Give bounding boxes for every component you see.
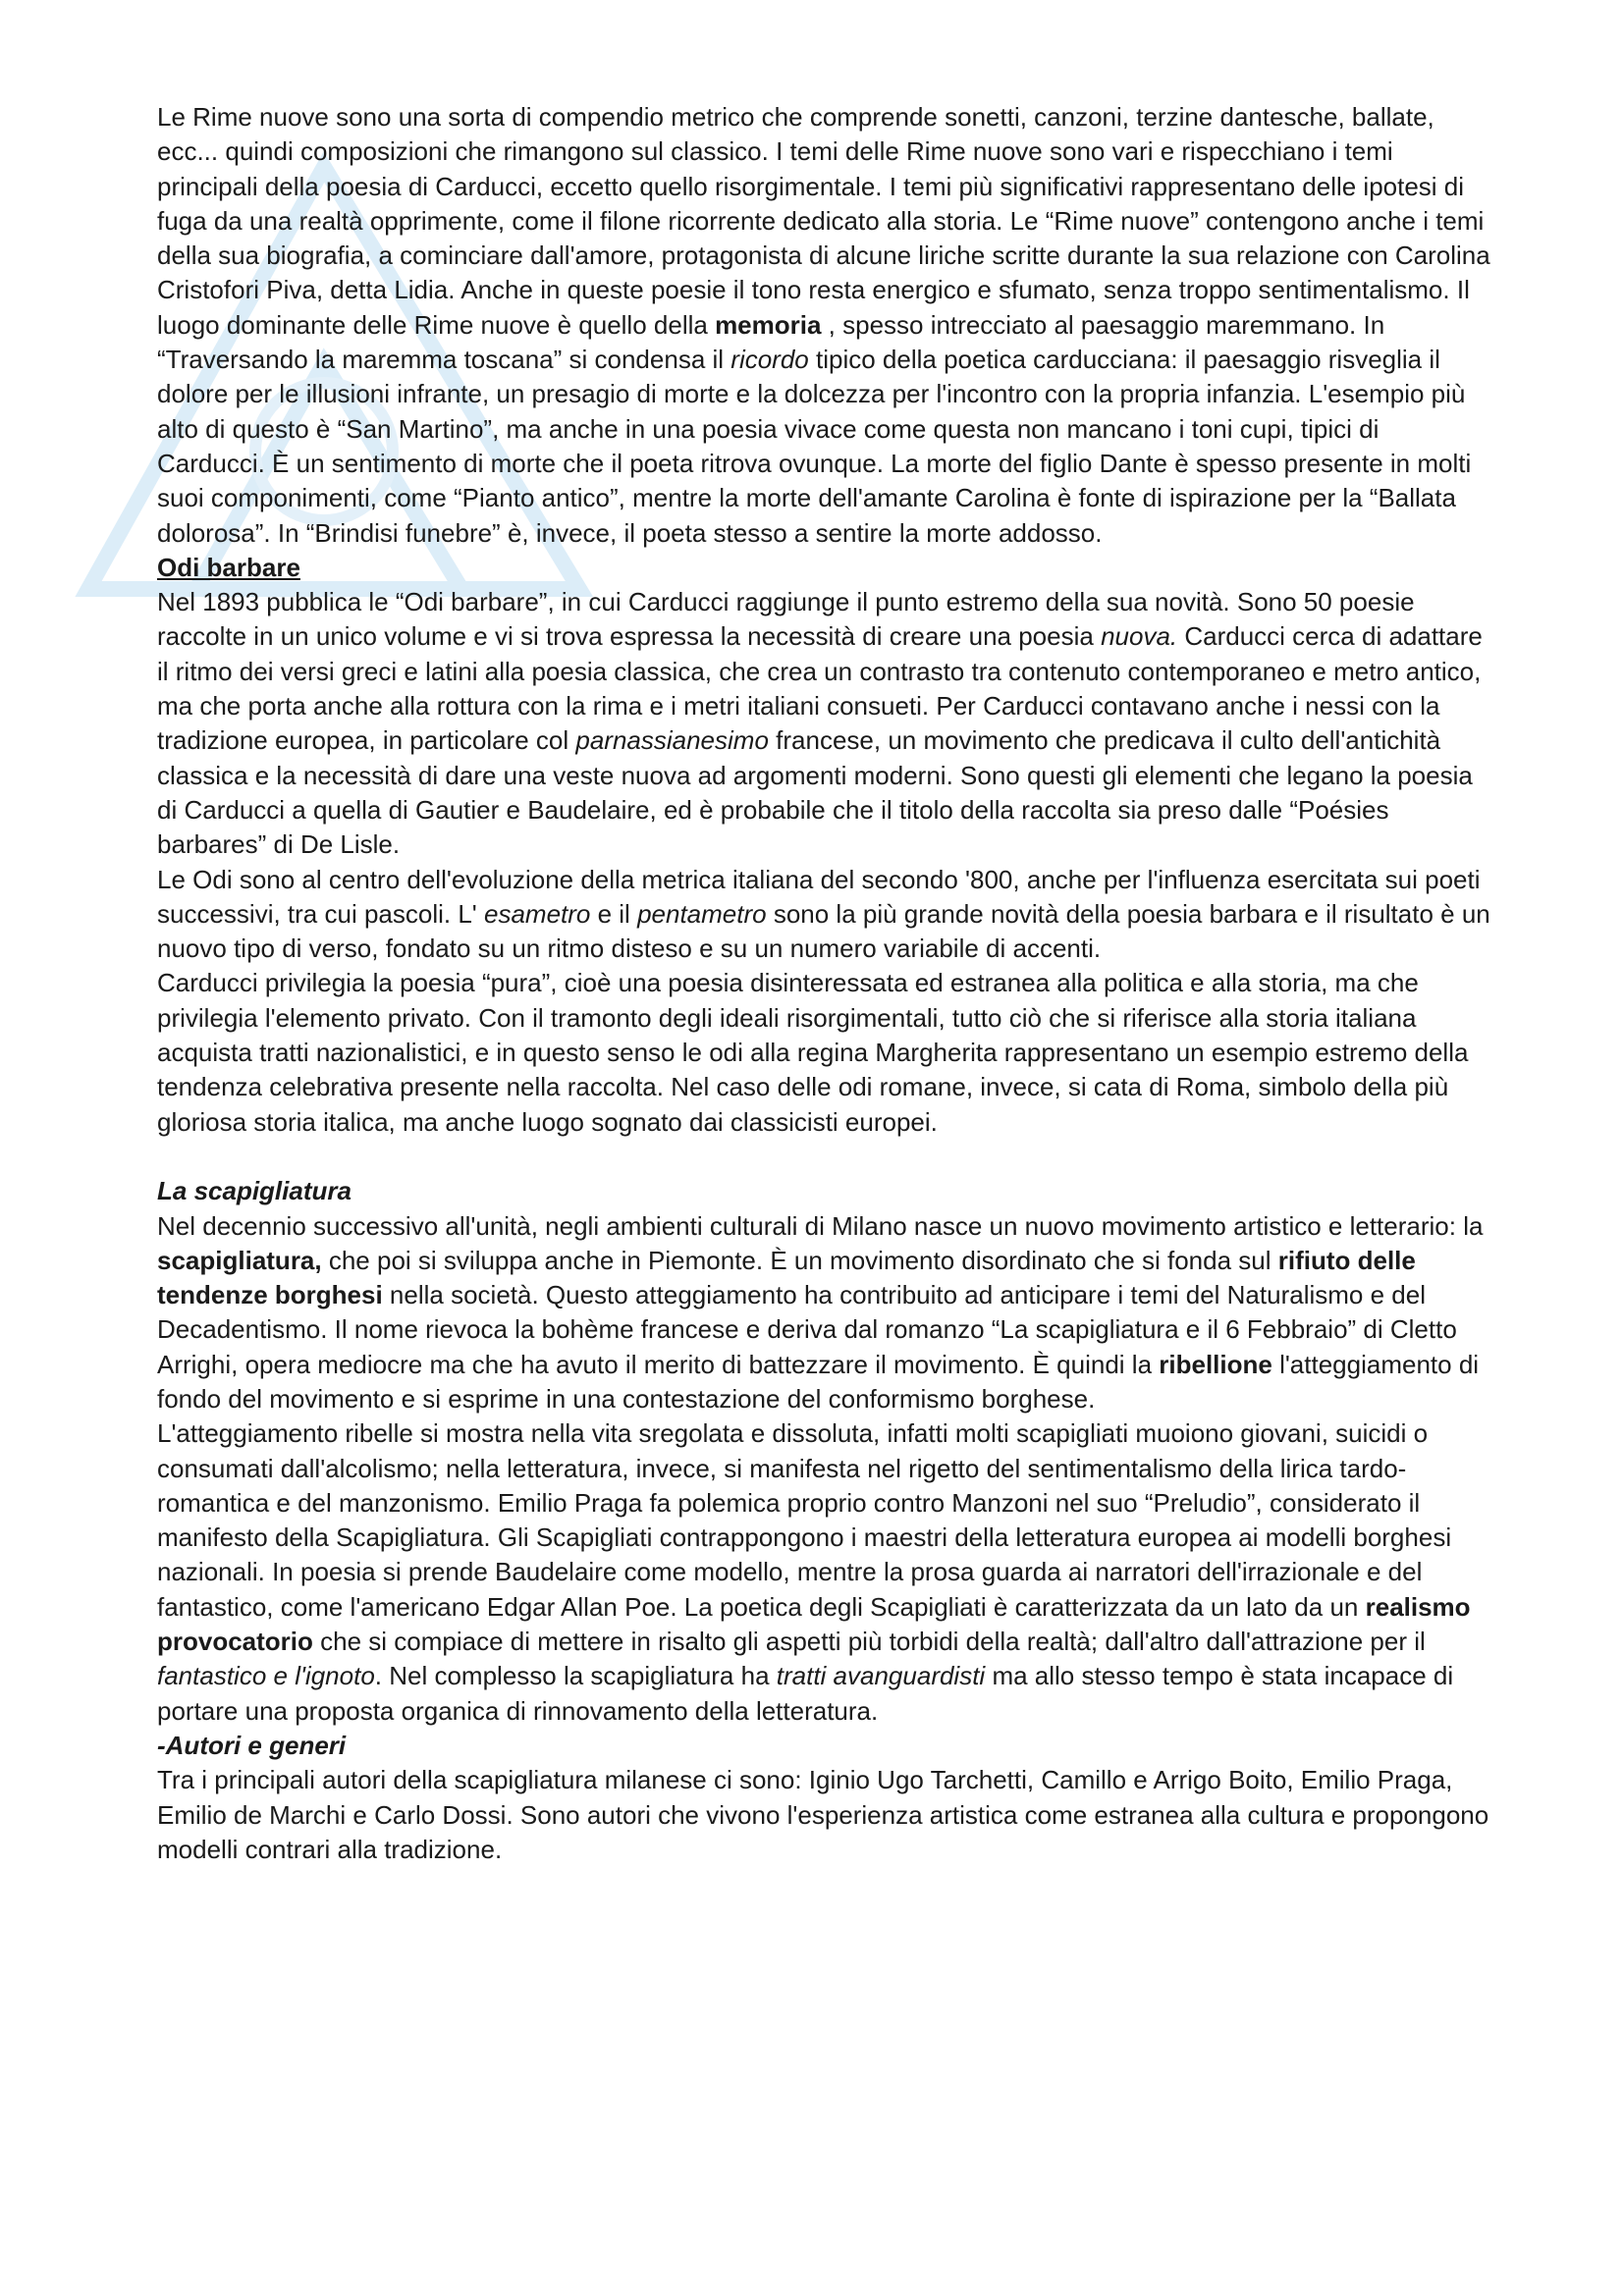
scapigliatura-paragraph-3: Tra i principali autori della scapigliatura milanese ci sono: Iginio Ugo Tarchetti, Camillo e Arrigo Boito, Emilio Praga, Emilio de Marchi e Carlo Dossi. Sono autori che vivono l'esperienza artistica come estranea alla cultura e propongono modelli contrari alla tradizione.	[157, 1765, 1489, 1864]
odi-paragraph-1: Nel 1893 pubblica le “Odi barbare”, in cui Carducci raggiunge il punto estremo della sua novità. Sono 50 poesie raccolte in un unico volume e vi si trova espressa la necessità di creare una poesia nuova. Carducci cerca di adattare il ritmo dei versi greci e latini alla poesia classica, che crea un contrasto tra contenuto contemporaneo e metro antico, ma che porta anche alla rottura con la rima e i metri italiani consueti. Per Carducci contavano anche i nessi con la tradizione europea, in particolare col parnassianesimo francese, un movimento che predicava il culto dell'antichità classica e la necessità di dare una veste nuova ad argomenti moderni. Sono questi gli elementi che legano la poesia di Carducci a quella di Gautier e Baudelaire, ed è probabile che il titolo della raccolta sia preso dalle “Poésies barbares” di De Lisle.	[157, 587, 1483, 860]
italic-text: ricordo	[730, 345, 809, 375]
italic-text: pentametro	[637, 898, 767, 929]
italic-text: tratti avanguardisti	[776, 1661, 986, 1691]
italic-text: fantastico e l'ignoto	[157, 1661, 375, 1691]
scapigliatura-paragraph-2: L'atteggiamento ribelle si mostra nella vita sregolata e dissoluta, infatti molti scapigliati muoiono giovani, suicidi o consumati dall'alcolismo; nella letteratura, invece, si manifesta nel rigetto del sentimentalismo della lirica tardo-romantica e del manzonismo. Emilio Praga fa polemica proprio contro Manzoni nel suo “Preludio”, considerato il manifesto della Scapigliatura. Gli Scapigliati contrappongono i maestri della letteratura europea ai modelli borghesi nazionali. In poesia si prende Baudelaire come modello, mentre la prosa guarda ai narratori dell'irrazionale e del fantastico, come l'americano Edgar Allan Poe. La poetica degli Scapigliati è caratterizzata da un lato da un realismo provocatorio che si compiace di mettere in risalto gli aspetti più torbidi della realtà; dall'altro dall'attrazione per il fantastico e l'ignoto. Nel complesso la scapigliatura ha tratti avanguardisti ma allo stesso tempo è stata incapace di portare una proposta organica di rinnovamento della letteratura.	[157, 1418, 1471, 1726]
odi-paragraph-2: Le Odi sono al centro dell'evoluzione della metrica italiana del secondo '800, anche per l'influenza esercitata sui poeti successivi, tra cui pascoli. L' esametro e il pentametro sono la più grande novità della poesia barbara e il risultato è un nuovo tipo di verso, fondato su un ritmo disteso e su un numero variabile di accenti.	[157, 864, 1490, 964]
bold-text: scapigliatura,	[157, 1245, 322, 1275]
italic-text: nuova.	[1101, 621, 1178, 652]
bold-text: memoria	[715, 309, 822, 340]
italic-text: parnassianesimo	[575, 725, 769, 756]
autori-subheading: -Autori e generi	[157, 1730, 347, 1760]
document-page	[157, 100, 1492, 1867]
bold-text: rifiuto delle tendenze borghesi	[157, 1245, 1416, 1310]
scapigliatura-paragraph-1: Nel decennio successivo all'unità, negli ambienti culturali di Milano nasce un nuovo movimento artistico e letterario: la scapigliatura, che poi si sviluppa anche in Piemonte. È un movimento disordinato che si fonda sul rifiuto delle tendenze borghesi nella società. Questo atteggiamento ha contribuito ad anticipare i temi del Naturalismo e del Decadentismo. Il nome rievoca la bohème francese e deriva dal romanzo “La scapigliatura e il 6 Febbraio” di Cletto Arrighi, opera mediocre ma che ha avuto il merito di battezzare il movimento. È quindi la ribellione l'atteggiamento di fondo del movimento e si esprime in una contestazione del conformismo borghese.	[157, 1210, 1484, 1414]
scapigliatura-heading: La scapigliatura	[157, 1176, 352, 1206]
odi-paragraph-3: Carducci privilegia la poesia “pura”, cioè una poesia disinteressata ed estranea alla politica e alla storia, ma che privilegia l'elemento privato. Con il tramonto degli ideali risorgimentali, tutto ciò che si riferisce alla storia italiana acquista tratti nazionalistici, e in questo senso le odi alla regina Margherita rappresentano un esempio estremo della tendenza celebrativa presente nella raccolta. Nel caso delle odi romane, invece, si cata di Roma, simbolo della più gloriosa storia italica, ma anche luogo sognato dai classicisti europei.	[157, 968, 1469, 1137]
odi-heading: Odi barbare	[157, 552, 300, 582]
blank-line	[157, 1140, 1492, 1174]
rime-paragraph-1: Le Rime nuove sono una sorta di compendio metrico che comprende sonetti, canzoni, terzine dantesche, ballate, ecc... quindi composizioni che rimangono sul classico. I temi delle Rime nuove sono vari e rispecchiano i temi principali della poesia di Carducci, eccetto quello risorgimentale. I temi più significativi rappresentano delle ipotesi di fuga da una realtà opprimente, come il filone ricorrente dedicato alla storia. Le “Rime nuove” contengono anche i temi della sua biografia, a cominciare dall'amore, protagonista di alcune liriche scritte durante la sua relazione con Carolina Cristofori Piva, detta Lidia. Anche in queste poesie il tono resta energico e sfumato, senza troppo sentimentalismo. Il luogo dominante delle Rime nuove è quello della memoria , spesso intrecciato al paesaggio maremmano. In “Traversando la maremma toscana” si condensa il ricordo tipico della poetica carducciana: il paesaggio risveglia il dolore per le illusioni infrante, un presagio di morte e la dolcezza per l'incontro con la propria infanzia. L'esempio più alto di questo è “San Martino”, ma anche in una poesia vivace come questa non mancano i toni cupi, tipici di Carducci. È un sentimento di morte che il poeta ritrova ovunque. La morte del figlio Dante è spesso presente in molti suoi componimenti, come “Pianto antico”, mentre la morte dell'amante Carolina è fonte di ispirazione per la “Ballata dolorosa”. In “Brindisi funebre” è, invece, il poeta stesso a sentire la morte addosso.	[157, 102, 1490, 548]
bold-text: ribellione	[1159, 1349, 1272, 1379]
bold-text: realismo provocatorio	[157, 1591, 1471, 1657]
italic-text: esametro	[483, 898, 591, 929]
